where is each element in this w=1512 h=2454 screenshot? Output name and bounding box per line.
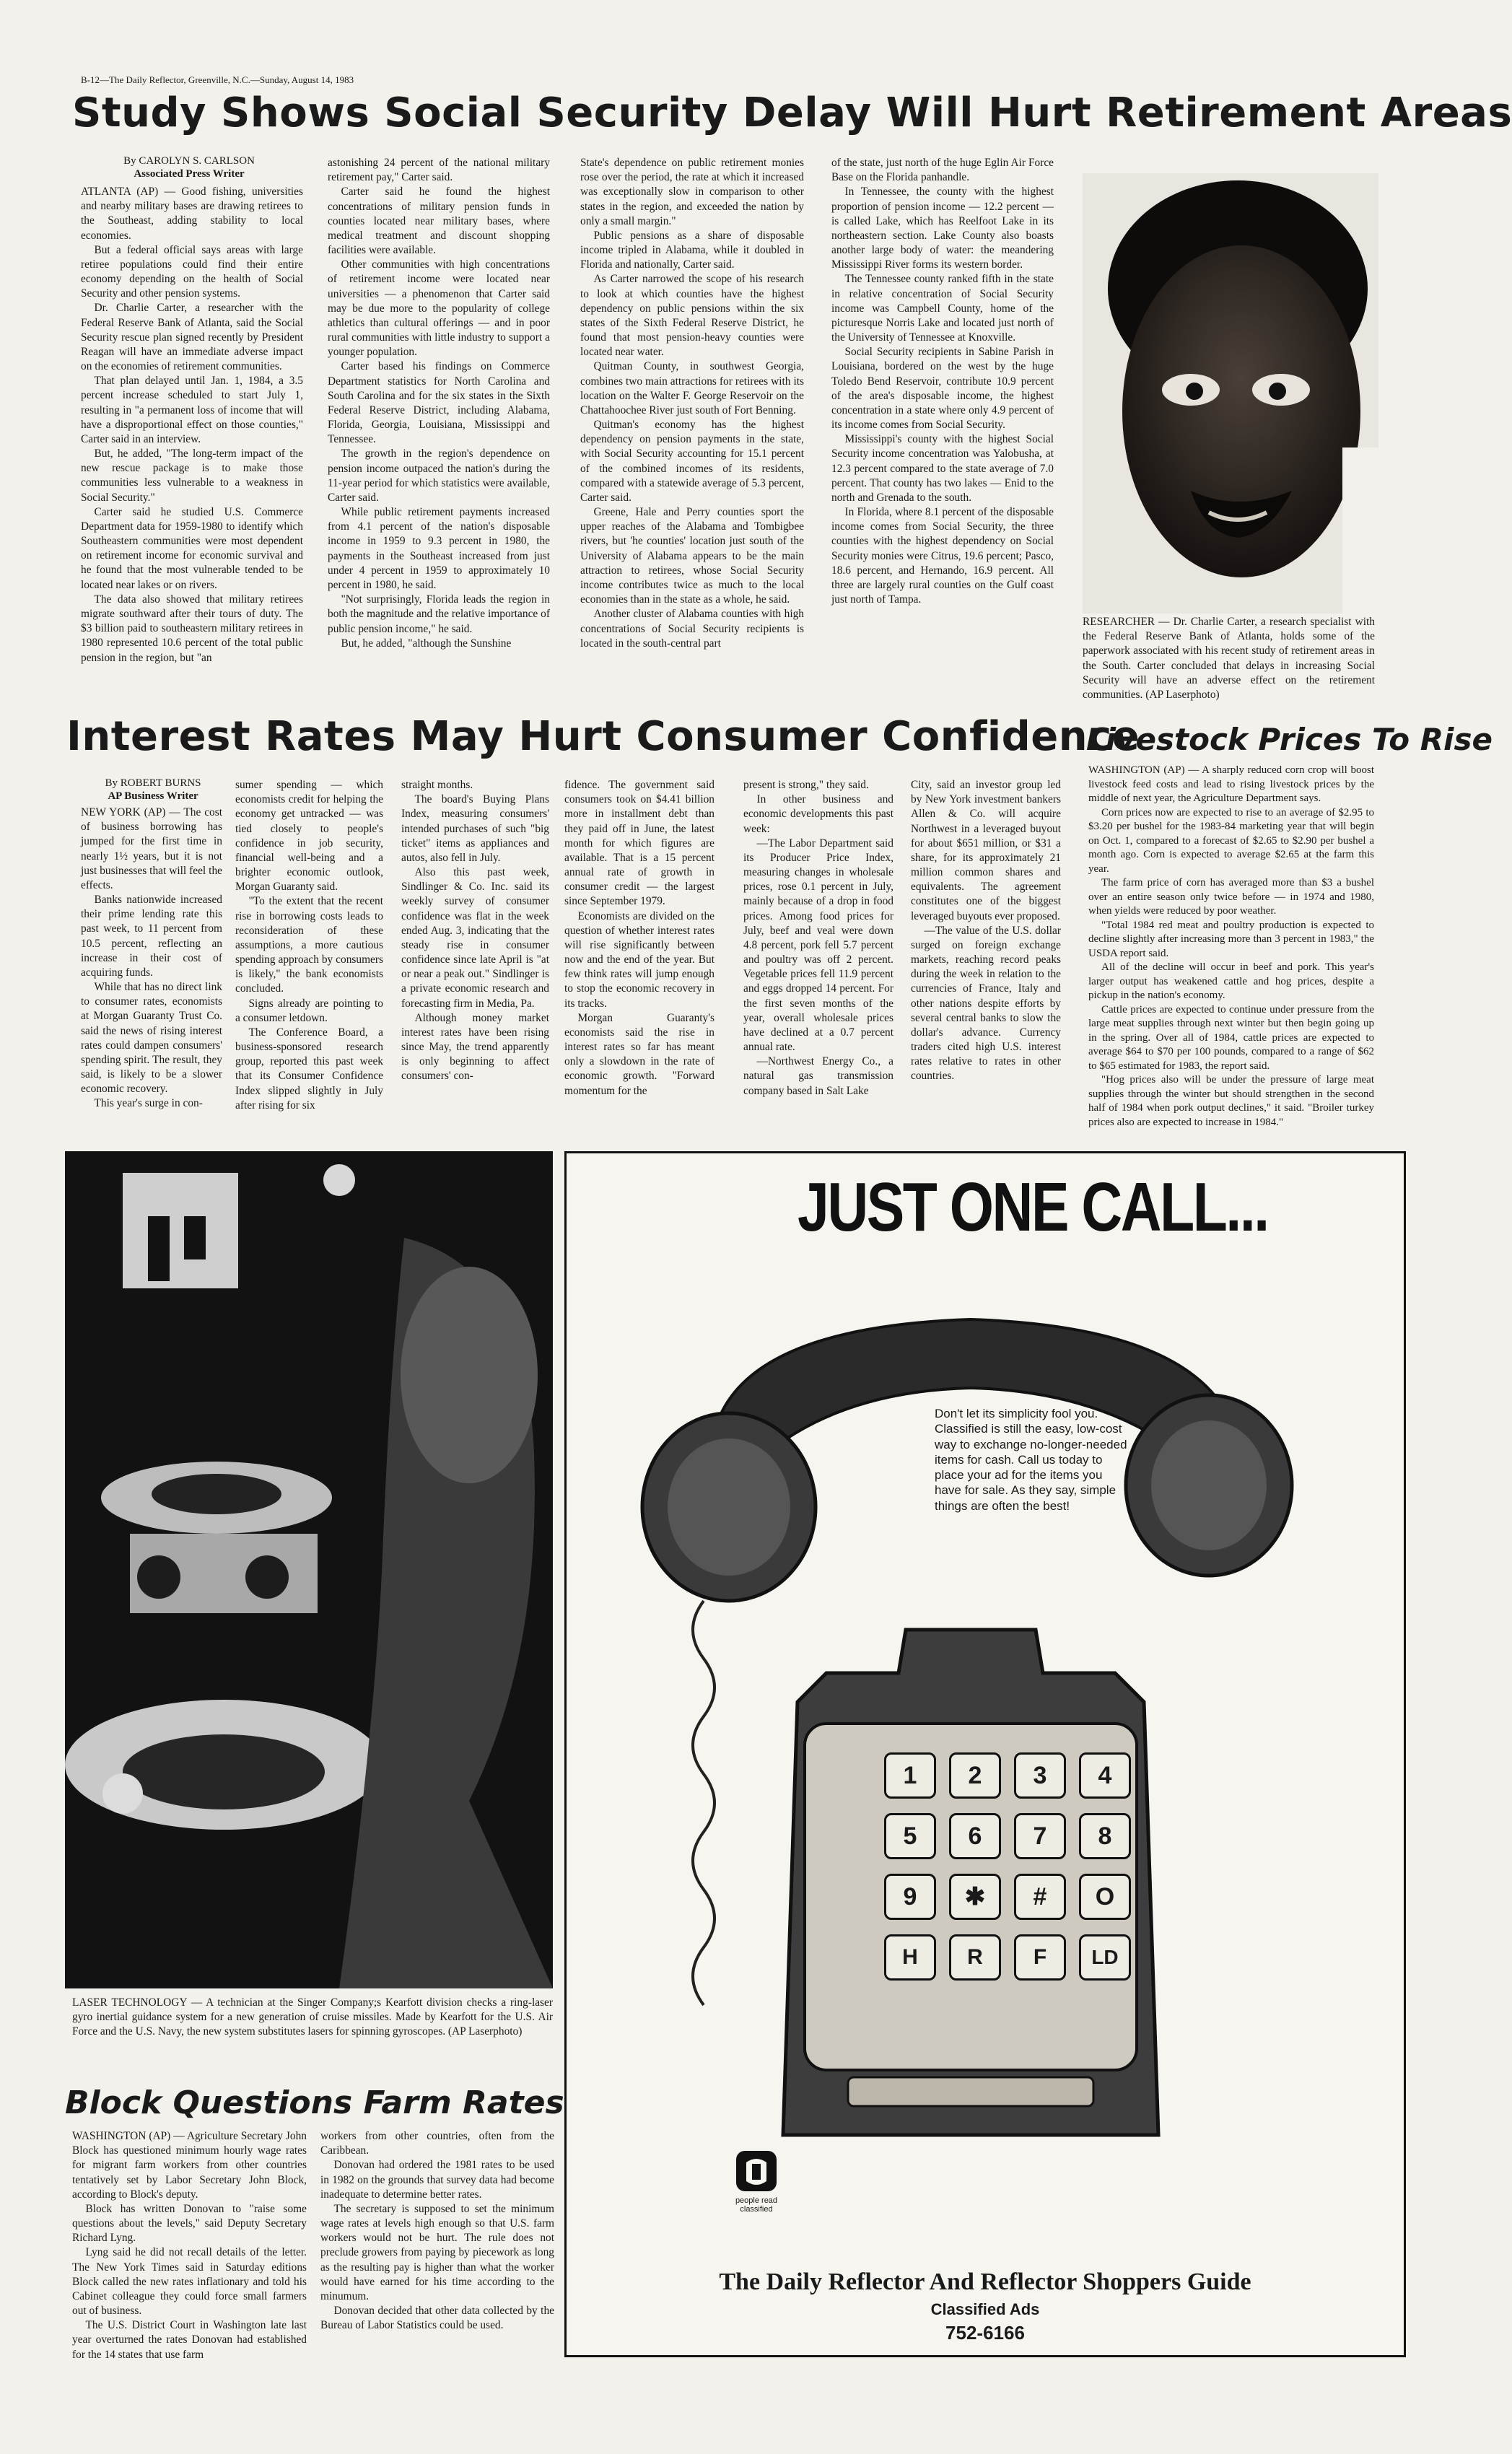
story1-byline-title: Associated Press Writer xyxy=(134,168,245,180)
paragraph: The Conference Board, a business-sponsored research group, reported this past week that its Consumer Confidence Index slipped slightly in July after rising for six xyxy=(235,1026,383,1112)
logo-tagline-1: people read xyxy=(735,2196,778,2205)
paragraph: The Tennessee county ranked fifth in the state in relative concentration of Social Security income was Campbell County, home of the picturesque Norris Lake and located just north of the University of Tennessee at Knoxville. xyxy=(831,273,1054,344)
paragraph: In Tennessee, the county with the highest proportion of pension income — 12.2 percent — is called Lake, which has Reelfoot Lake in its northeastern section. Lake County also boasts another large body of water: the meandering Mississippi River forms its western border. xyxy=(831,185,1054,271)
story1-column-2 xyxy=(328,156,550,651)
story4-headline: Block Questions Farm Rates xyxy=(65,2084,564,2121)
researcher-photo-caption: RESEARCHER — Dr. Charlie Carter, a research specialist with the Federal Reserve Bank of Atlanta, holds some of the paperwork associated with his recent study of retirement areas in the South. Carter concluded that delays in increasing Social Security will have an adverse effect on the retirement communities. (AP Laserphoto) xyxy=(1083,616,1375,701)
keypad-key: H xyxy=(884,1934,936,1981)
laser-technology-photo xyxy=(65,1151,553,1988)
paragraph: Morgan Guaranty's economists said the rise in interest rates so far has meant only a slowdown in the rate of economic growth. "Forward momentum for the xyxy=(564,1011,715,1097)
paragraph: The data also showed that military retirees migrate southward after their tours of duty. The $3 billion paid to southeastern military retirees in 1980 represented 10.6 percent of the total public pension in the region, but "an xyxy=(81,593,303,664)
story2-column-2 xyxy=(235,778,383,1113)
story4-column-1 xyxy=(72,2129,307,2362)
paragraph: Carter based his findings on Commerce Department statistics for North Carolina and South Carolina and for the six states in the Sixth Federal Reserve District, including Alabama, Florida, Georgia, Louisiana, Mississippi and Tennessee. xyxy=(328,360,550,446)
paragraph: Although money market interest rates have been rising since May, the trend apparently is only beginning to affect consumers' con- xyxy=(401,1011,549,1083)
paragraph: fidence. The government said consumers took on $4.41 billion more in installment debt than they paid off in June, the latest month for which figures are available. That is a 15 percent annual rate of growth in consumer credit — the largest since September 1979. xyxy=(564,779,715,908)
paragraph: Donovan decided that other data collected by the Bureau of Labor Statistics could be used. xyxy=(320,2305,554,2332)
paragraph: While public retirement payments increased from 4.1 percent of the nation's disposable income in 1959 to 9.3 percent in 1980, the payments in the Southeast increased from just under 4 percent in 1959 to approximately 10 percent in 1980, he said. xyxy=(328,506,550,591)
story3-headline: Livestock Prices To Rise xyxy=(1086,722,1493,757)
story1-column-3 xyxy=(580,156,804,651)
keypad-key: 7 xyxy=(1014,1813,1066,1859)
keypad-key: 5 xyxy=(884,1813,936,1859)
paragraph: Donovan had ordered the 1981 rates to be used in 1982 on the grounds that survey data had become inadequate to determine better rates. xyxy=(320,2159,554,2201)
keypad-key: 9 xyxy=(884,1874,936,1920)
story2-headline: Interest Rates May Hurt Consumer Confidence xyxy=(66,713,1140,760)
story2-byline-name: By ROBERT BURNS xyxy=(105,777,201,789)
keypad-key: 3 xyxy=(1014,1752,1066,1799)
logo-tagline-2: classified xyxy=(740,2205,773,2214)
paragraph: Corn prices now are expected to rise to an average of $2.95 to $3.20 per bushel for the 1983-84 marketing year that will begin on Oct. 1, compared to a forecast of $2.65 to $2.90 per bushel a month ago. Corn is expected to average $2.65 at the farm this year. xyxy=(1088,806,1374,875)
paragraph: But, he added, "The long-term impact of the new rescue package is to make those communities less vulnerable to a weakness in Social Security." xyxy=(81,447,303,504)
paragraph: Also this past week, Sindlinger & Co. Inc. said its weekly survey of consumer confidence was flat in the week ended Aug. 3, indicating that the steady rise in consumer confidence since late April is "at or near a peak out." Sindlinger is a private economic research and forecasting firm in Media, Pa. xyxy=(401,866,549,1010)
story2-column-5 xyxy=(743,778,893,1099)
paragraph: Dr. Charlie Carter, a researcher with the Federal Reserve Bank of Atlanta, said the Social Security rescue plan signed recently by President Reagan will have an immediate adverse impact on the economies of retirement communities. xyxy=(81,302,303,373)
paragraph: Cattle prices are expected to continue under pressure from the large meat supplies through next winter but then begin going up in the spring. Over all of 1984, cattle prices are expected to average $64 to $70 per 100 pounds, compared to a range of $62 to $65 estimated for 1983, the report said. xyxy=(1088,1003,1374,1072)
paragraph: Quitman County, in southwest Georgia, combines two main attractions for retirees with its location on the Walter F. George Reservoir on the Chattahoochee River just south of Fort Benning. xyxy=(580,360,804,416)
story1-headline: Study Shows Social Security Delay Will Hurt Retirement Areas xyxy=(72,89,1512,136)
story4-column-2 xyxy=(320,2129,554,2333)
ad-footer-phone: 752-6166 xyxy=(945,2322,1025,2344)
paragraph: astonishing 24 percent of the national military retirement pay," Carter said. xyxy=(328,157,550,184)
paragraph: Social Security recipients in Sabine Parish in Louisiana, bordered on the west by the huge Toledo Bend Reservoir, contribute 10.9 percent of the area's disposable income, the highest concentration in a state where only 4.9 percent of its income comes from Social Security. xyxy=(831,346,1054,432)
paragraph: But a federal official says areas with large retiree populations could find their entire economy depending on the health of Social Security and other pension systems. xyxy=(81,243,303,300)
paragraph: NEW YORK (AP) — The cost of business borrowing has jumped for the first time in nearly 1½ years, but it is not just businesses that will feel the effects. xyxy=(81,806,222,891)
paragraph: That plan delayed until Jan. 1, 1984, a 3.5 percent increase scheduled to start July 1, resulting in "a permanent loss of income that will have a disproportional effect on those counties," Carter said in an interview. xyxy=(81,375,303,445)
ad-footer xyxy=(567,2269,1404,2344)
paragraph: —The value of the U.S. dollar surged on foreign exchange markets, reaching record peaks during the week in relation to the currencies of France, Italy and other nations despite efforts by several central banks to slow the dollar's advance. Currency traders cited high U.S. interest rates relative to rates in other countries. xyxy=(911,924,1061,1083)
paragraph: WASHINGTON (AP) — A sharply reduced corn crop will boost livestock feed costs and lead to rising livestock prices by the middle of next year, the Agriculture Department says. xyxy=(1088,764,1374,804)
keypad-key: 1 xyxy=(884,1752,936,1799)
story1-column-1 xyxy=(81,185,303,665)
classified-ad xyxy=(564,1151,1406,2357)
telephone-keypad xyxy=(884,1752,1158,1981)
paragraph: The farm price of corn has averaged more than $3 a bushel over an entire season only twice before — in 1974 and 1980, when yields were reduced by poor weather. xyxy=(1088,877,1374,917)
paragraph: The secretary is supposed to set the minimum wage rates at levels high enough so that U.S. farm workers would not be hurt. The rule does not preclude growers from paying by piecework as long as the resulting pay is higher than what the worker would have earned for his time according to the minumum. xyxy=(320,2202,554,2302)
story2-byline xyxy=(81,777,225,803)
paragraph: Signs already are pointing to a consumer letdown. xyxy=(235,997,383,1024)
ad-title: JUST ONE CALL... xyxy=(797,1169,1268,1246)
paragraph: "Hog prices also will be under the pressure of large meat supplies through the winter but should strengthen in the second half of 1984 when pork output declines," it said. "Broiler turkey prices also are expected to increase in 1984." xyxy=(1088,1074,1374,1128)
ad-footer-subtitle: Classified Ads xyxy=(930,2300,1040,2318)
paragraph: Greene, Hale and Perry counties sport the upper reaches of the Alabama and Tombigbee rivers, but 'he counties' location just south of the University of Alabama appears to be the main attraction to retirees, whose Social Security income contributes twice as much to the local economies than in the state as a whole, he said. xyxy=(580,506,804,606)
keypad-key: O xyxy=(1079,1874,1131,1920)
paragraph: WASHINGTON (AP) — Agriculture Secretary John Block has questioned minimum hourly wage rates for migrant farm workers from other countries tentatively set by Labor Secretary John Block, according to Block's deputy. xyxy=(72,2130,307,2201)
paragraph: sumer spending — which economists credit for helping the economy get untracked — was tied closely to people's confidence in job security, financial well-being and a brighter economic outlook, Morgan Guaranty said. xyxy=(235,779,383,894)
classified-logo-icon xyxy=(735,2149,778,2193)
paragraph: State's dependence on public retirement monies rose over the period, the rate at which it increased was exceptionally slow in comparison to other states in the region, and exceeded the nation by only a small margin." xyxy=(580,157,804,227)
paragraph: Lyng said he did not recall details of the letter. The New York Times said in Saturday editions Block called the new rates inflationary and told his Cabinet colleague they could force small farmers out of business. xyxy=(72,2246,307,2318)
paragraph: straight months. xyxy=(401,779,473,791)
paragraph: Public pensions as a share of disposable income tripled in Alabama, while it doubled in Florida and nationally, Carter said. xyxy=(580,229,804,271)
paragraph: All of the decline will occur in beef and pork. This year's larger output has weakened cattle and hog prices, despite a pickup in the nation's economy. xyxy=(1088,961,1374,1001)
paragraph: Mississippi's county with the highest Social Security income concentration was Yalobusha, at 12.3 percent compared to the state average of 7.0 percent. That county has two lakes — Enid to the north and Grenada to the south. xyxy=(831,433,1054,504)
keypad-key: 6 xyxy=(949,1813,1001,1859)
paragraph: —Northwest Energy Co., a natural gas transmission company based in Salt Lake xyxy=(743,1055,893,1097)
paragraph: The growth in the region's dependence on pension income outpaced the nation's during the 11-year period for which statistics were available, Carter said. xyxy=(328,447,550,504)
paragraph: Carter said he found the highest concentrations of military pension funds in counties located near military bases, where medical treatment and discount shopping facilities were available. xyxy=(328,185,550,257)
page-folio: B-12—The Daily Reflector, Greenville, N.C.—Sunday, August 14, 1983 xyxy=(81,74,354,85)
laser-photo-caption: LASER TECHNOLOGY — A technician at the Singer Company;s Kearfott division checks a ring-laser gyro inertial guidance system for a new generation of cruise missiles. Made by Kearfott for the U.S. Air Force and the U.S. Navy, the new system substitutes lasers for spinning gyroscopes. (AP Laserphoto) xyxy=(72,1996,553,2038)
paragraph: Banks nationwide increased their prime lending rate this past week, to 11 percent from 10.5 percent, reflecting an increase in their cost of acquiring funds. xyxy=(81,894,222,979)
paragraph: Other communities with high concentrations of retirement income were located near universities — a phenomenon that Carter said may be due more to the popularity of college athletics than cultural offerings — and in poor rural communities with little industry to support a younger population. xyxy=(328,258,550,359)
paragraph: The board's Buying Plans Index, measuring consumers' intended purchases of such "big ticket" items as appliances and autos, also fell in July. xyxy=(401,793,549,864)
story1-byline xyxy=(81,154,297,180)
paragraph: But, he added, "although the Sunshine xyxy=(341,637,512,650)
story3-body xyxy=(1088,764,1374,1130)
paragraph: —The Labor Department said its Producer Price Index, measuring changes in wholesale prices, rose 0.1 percent in July, mainly because of a drop in food prices. Among food prices for July, beef and veal were down 4.8 percent, pork fell 5.7 percent and poultry was off 2 percent. Vegetable prices fell 11.9 percent and eggs dropped 14 percent. For the first seven months of the year, overall wholesale prices have declined at a 0.7 percent annual rate. xyxy=(743,837,893,1054)
story1-column-4 xyxy=(831,156,1054,607)
ad-footer-title: The Daily Reflector And Reflector Shoppers Guide xyxy=(719,2269,1251,2295)
paragraph: Block has written Donovan to "raise some questions about the levels," said Deputy Secretary Richard Lyng. xyxy=(72,2202,307,2245)
story2-column-3 xyxy=(401,778,549,1084)
paragraph: present is strong," they said. xyxy=(743,779,869,791)
story2-byline-title: AP Business Writer xyxy=(108,790,198,802)
paragraph: Economists are divided on the question of whether interest rates will rise significantly between now and the end of the year. But few think rates will jump enough to stop the economic recovery in its tracks. xyxy=(564,909,715,1010)
paragraph: In other business and economic developments this past week: xyxy=(743,793,893,835)
keypad-key: # xyxy=(1014,1874,1066,1920)
paragraph: ATLANTA (AP) — Good fishing, universities and nearby military bases are drawing retirees to the Southeast, adding stability to local economies. xyxy=(81,185,303,242)
story1-byline-name: By CAROLYN S. CARLSON xyxy=(123,155,255,167)
paragraph: "To the extent that the recent rise in borrowing costs leads to reconsideration of these assumptions, a more cautious spending approach by consumers is likely," the bank economists concluded. xyxy=(235,895,383,995)
paragraph: "Not surprisingly, Florida leads the region in both the magnitude and the relative importance of public pension income," he said. xyxy=(328,593,550,635)
keypad-key: 2 xyxy=(949,1752,1001,1799)
keypad-key: F xyxy=(1014,1934,1066,1981)
paragraph: "Total 1984 red meat and poultry production is expected to decline slightly after increasing more than 3 percent in 1983," the USDA report said. xyxy=(1088,919,1374,959)
paragraph: This year's surge in con- xyxy=(94,1097,203,1110)
paragraph: As Carter narrowed the scope of his research to look at which counties have the highest dependency on public pensions within the six states of the Sixth Federal Reserve District, he found that most pension-heavy counties were located near water. xyxy=(580,273,804,359)
story2-column-1 xyxy=(81,805,222,1112)
paragraph: Quitman's economy has the highest dependency on pension payments in the state, with Social Security accounting for 15.1 percent of the combined incomes of its residents, compared with a statewide average of 5.3 percent, Carter said. xyxy=(580,419,804,504)
keypad-key: LD xyxy=(1079,1934,1131,1981)
paragraph: City, said an investor group led by New York investment bankers Allen & Co. will acquire Northwest in a leveraged buyout for about $651 million, or $31 a share, for its approximately 21 million common shares and equivalents. The agreement constitutes one of the biggest leveraged buyouts ever proposed. xyxy=(911,779,1061,922)
paragraph: In Florida, where 8.1 percent of the disposable income comes from Social Security, the three counties with the highest dependency on Social Security monies were Citrus, 19.6 percent; Pasco, 18.6 percent, and Hernando, 16.9 percent. All three are largely rural counties on the Gulf coast just north of Tampa. xyxy=(831,506,1054,606)
paragraph: Another cluster of Alabama counties with high concentrations of Social Security recipients is located in the south-central part xyxy=(580,608,804,650)
paragraph: workers from other countries, often from the Caribbean. xyxy=(320,2130,554,2157)
paragraph: The U.S. District Court in Washington late last year overturned the rates Donovan had established for the 14 states that use farm xyxy=(72,2319,307,2361)
ad-copy: Don't let its simplicity fool you. Classified is still the easy, low-cost way to exchange no-longer-needed items for cash. Call us today to place your ad for the items you have for sale. As they say, simple things are often the best! xyxy=(935,1407,1127,1513)
paragraph: While that has no direct link to consumer rates, economists at Morgan Guaranty Trust Co. said the news of rising interest rates could dampen consumers' spending spirit. The result, they said, is likely to be a slower economic recovery. xyxy=(81,981,222,1096)
keypad-key: ✱ xyxy=(949,1874,1001,1920)
keypad-key: 4 xyxy=(1079,1752,1131,1799)
paragraph: Carter said he studied U.S. Commerce Department data for 1959-1980 to identify which Southeastern communities were most dependent on retirement income for economic survival and he found that the most vulnerable tended to be located near lakes or on rivers. xyxy=(81,505,303,591)
paragraph: of the state, just north of the huge Eglin Air Force Base on the Florida panhandle. xyxy=(831,157,1054,184)
keypad-key: 8 xyxy=(1079,1813,1131,1859)
story2-column-6 xyxy=(911,778,1061,1084)
researcher-photo xyxy=(1083,173,1378,614)
people-read-classified-logo xyxy=(724,2149,789,2214)
keypad-key: R xyxy=(949,1934,1001,1981)
story2-column-4 xyxy=(564,778,715,1099)
